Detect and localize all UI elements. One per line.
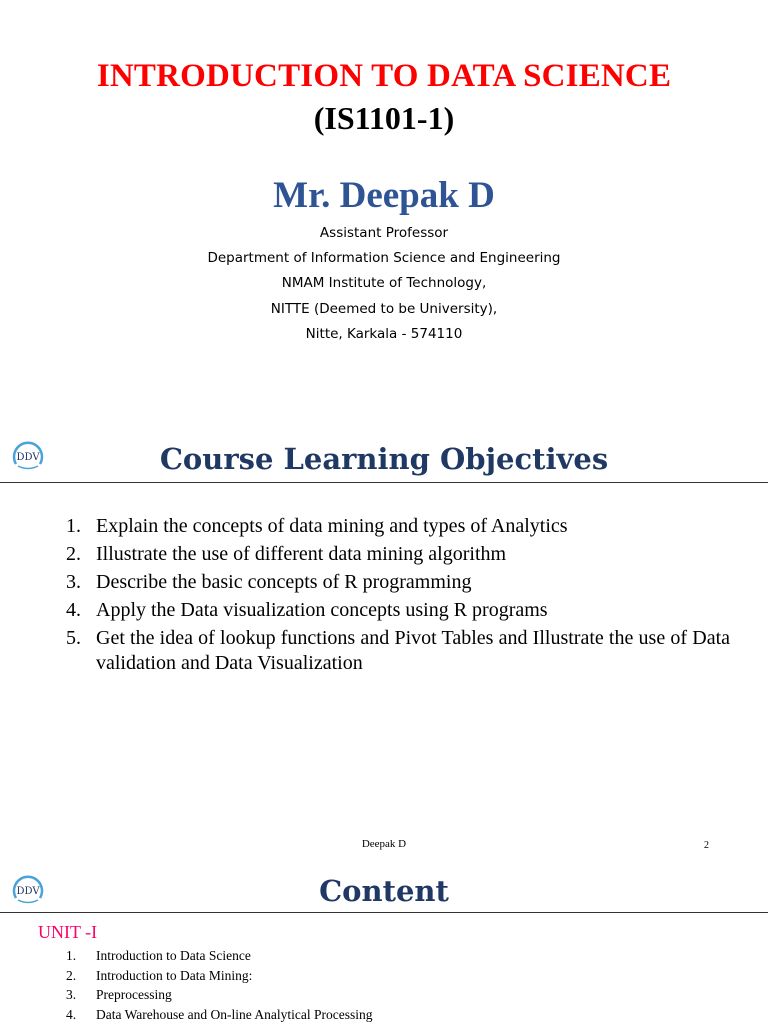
slide-title: Course Learning Objectives (159, 442, 609, 476)
title-slide (0, 0, 768, 410)
list-item: 4. Apply the Data visualization concepts using R programs (66, 599, 548, 621)
course-code: (IS1101-1) (313, 100, 455, 136)
list-item: 5. Get the idea of lookup functions and Pivot Tables and Illustrate the use of Data validation and Data Visualization (66, 627, 730, 674)
list-item: 2. Introduction to Data Mining: (66, 967, 253, 983)
page-number: 2 (704, 840, 709, 851)
affiliation-line: Nitte, Karkala - 574110 (305, 326, 463, 342)
list-item: 1. Explain the concepts of data mining and types of Analytics (66, 515, 568, 537)
unit-label: UNIT -I (38, 922, 98, 942)
affiliation-line: NITTE (Deemed to be University), (270, 301, 498, 317)
header-divider (0, 912, 768, 913)
list-item: 4. Data Warehouse and On-line Analytical Processing (66, 1006, 373, 1022)
presenter-name: Mr. Deepak D (273, 175, 495, 216)
affiliation-line: Assistant Professor (319, 225, 449, 241)
footer-author: Deepak D (361, 838, 407, 850)
course-title: INTRODUCTION TO DATA SCIENCE (96, 58, 672, 94)
list-item: 1. Introduction to Data Science (66, 948, 251, 963)
svg-text:DDV: DDV (16, 452, 40, 463)
content-slide (0, 866, 768, 1024)
content-list (66, 946, 372, 1024)
objectives-slide (0, 430, 768, 860)
svg-text:DDV: DDV (16, 886, 40, 897)
header-divider (0, 482, 768, 483)
affiliation-line: NMAM Institute of Technology, (281, 275, 487, 291)
slide-title: Content (319, 874, 449, 908)
objectives-list (66, 514, 730, 679)
affiliation-line: Department of Information Science and Engineering (207, 250, 561, 266)
list-item: 3. Preprocessing (66, 987, 172, 1002)
list-item: 3. Describe the basic concepts of R programming (66, 571, 472, 593)
list-item: 2. Illustrate the use of different data mining algorithm (66, 543, 507, 565)
